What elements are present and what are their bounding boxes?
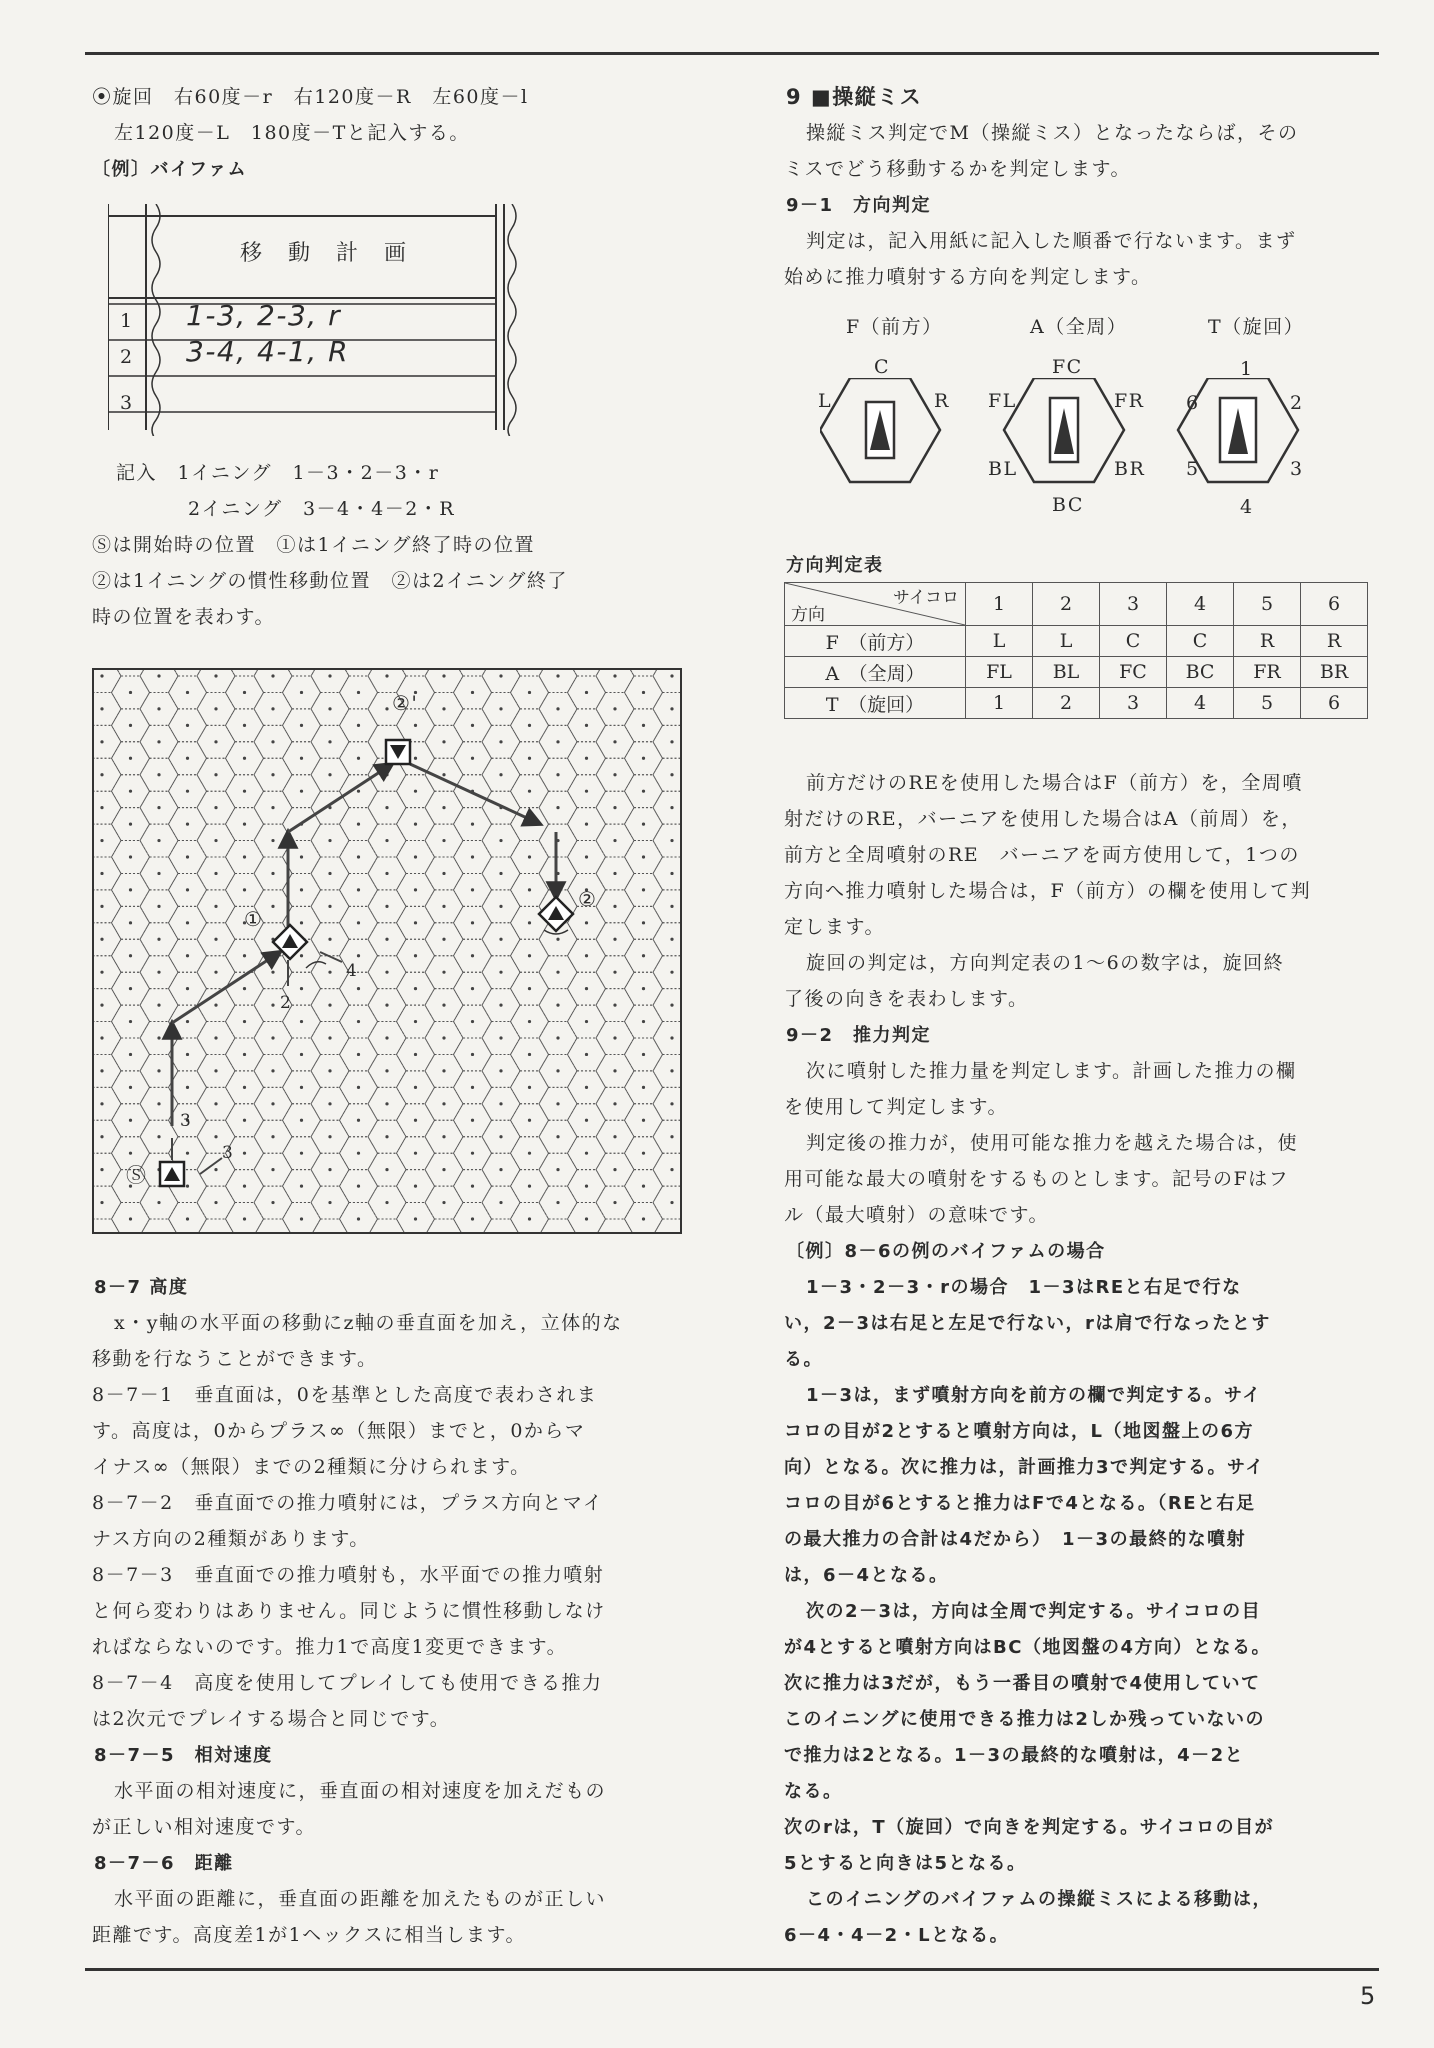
- text-line: 向）となる。次に推力は，計画推力3で判定する。サイ: [784, 1457, 1265, 1478]
- map-label-pos-2: ②: [578, 887, 598, 911]
- text-line: ナス方向の2種類があります。: [92, 1528, 370, 1550]
- hex-a-title: A（全周）: [1030, 316, 1128, 338]
- rotation-line-2: 左120度－L 180度－Tと記入する。: [114, 122, 470, 144]
- text-line: コロの目が6とすると推力はFで4となる。（REと右足: [784, 1493, 1256, 1514]
- text-line: このイニングのバイファムの操縦ミスによる移動は，: [806, 1889, 1273, 1910]
- section-9-2-heading: 9－2 推力判定: [786, 1025, 932, 1046]
- page-number: 5: [1360, 1982, 1376, 2010]
- section-8-7-6-heading: 8－7－6 距離: [94, 1853, 234, 1874]
- map-label-2: 2: [280, 993, 293, 1013]
- table-cell: 4: [1167, 688, 1234, 719]
- text-line: 始めに推力噴射する方向を判定します。: [784, 266, 1152, 288]
- text-line: 8－7－4 高度を使用してプレイしても使用できる推力: [92, 1672, 603, 1694]
- hex-a-bc: BC: [1052, 494, 1084, 516]
- text-line: 水平面の距離に，垂直面の距離を加えたものが正しい: [114, 1888, 607, 1910]
- bottom-rule: [85, 1968, 1379, 1971]
- text-line: ル（最大噴射）の意味です。: [784, 1204, 1049, 1226]
- text-line: い，2－3は右足と左足で行ない，rは肩で行なったとす: [784, 1313, 1271, 1334]
- text-line: 5とすると向きは5となる。: [784, 1853, 1027, 1874]
- text-line: す。高度は，0からプラス∞（無限）までと，0からマ: [92, 1420, 586, 1442]
- text-line: ミスでどう移動するかを判定します。: [784, 158, 1131, 180]
- example-2-heading: 〔例〕8－6の例のバイファムの場合: [786, 1241, 1106, 1262]
- hex-t-title: T（旋回）: [1208, 316, 1305, 338]
- text-line: 次に推力は3だが，もう一番目の噴射で4使用していて: [784, 1673, 1261, 1694]
- table-corner: [785, 583, 966, 626]
- hex-a-fc: FC: [1052, 356, 1083, 378]
- table-cell: BR: [1301, 657, 1368, 688]
- table-cell: L: [1033, 626, 1100, 657]
- legend-line-3: 時の位置を表わす。: [92, 606, 275, 628]
- text-line: が4とすると噴射方向はBC（地図盤の4方向）となる。: [784, 1637, 1271, 1658]
- direction-table: [784, 582, 1368, 719]
- dice-header: 5: [1234, 583, 1301, 626]
- map-label-start: Ⓢ: [126, 1163, 148, 1187]
- table-cell: C: [1100, 626, 1167, 657]
- top-rule: [85, 52, 1379, 55]
- table-cell: 1: [966, 688, 1033, 719]
- text-line: 前方と全周噴射のRE バーニアを両方使用して，1つの: [784, 844, 1300, 866]
- text-line: で推力は2となる。1－3の最終的な噴射は，4－2と: [784, 1745, 1245, 1766]
- text-line: 次に噴射した推力量を判定します。計画した推力の欄: [806, 1060, 1297, 1082]
- table-cell: L: [966, 626, 1033, 657]
- table-cell: FL: [966, 657, 1033, 688]
- text-line: を使用して判定します。: [784, 1096, 1008, 1118]
- text-line: 了後の向きを表わします。: [784, 988, 1029, 1010]
- section-9-heading: 9 ■操縦ミス: [786, 85, 923, 109]
- text-line: なる。: [784, 1781, 843, 1802]
- table-cell: C: [1167, 626, 1234, 657]
- plan-header: 移 動 計 画: [240, 241, 409, 266]
- text-line: の最大推力の合計は4だから） 1－3の最終的な噴射: [784, 1529, 1247, 1550]
- hex-f-l: L: [818, 390, 833, 412]
- table-row: [785, 657, 1368, 688]
- row-label: F （前方）: [785, 626, 966, 657]
- text-line: このイニングに使用できる推力は2しか残っていないの: [784, 1709, 1265, 1730]
- text-line: 用可能な最大の噴射をするものとします。記号のFはフ: [784, 1168, 1290, 1190]
- text-line: 次のrは，T（旋回）で向きを判定する。サイコロの目が: [784, 1817, 1275, 1838]
- text-line: 1－3は，まず噴射方向を前方の欄で判定する。サイ: [806, 1385, 1262, 1406]
- text-line: 判定は，記入用紙に記入した順番で行ないます。まず: [806, 230, 1297, 252]
- text-line: x・y軸の水平面の移動にz軸の垂直面を加え，立体的な: [114, 1312, 623, 1334]
- map-label-4: 4: [346, 961, 359, 981]
- map-label-3b: 3: [222, 1143, 235, 1163]
- table-cell: FR: [1234, 657, 1301, 688]
- text-line: イナス∞（無限）までの2種類に分けられます。: [92, 1456, 531, 1478]
- plan-row-2-value: 3-4, 4-1, R: [186, 335, 350, 368]
- table-cell: BC: [1167, 657, 1234, 688]
- plan-row-1-value: 1-3, 2-3, r: [186, 299, 342, 332]
- text-line: 射だけのRE，バーニアを使用した場合はA（前周）を，: [784, 808, 1302, 830]
- legend-line-2: ②は1イニングの慣性移動位置 ②は2イニング終了: [92, 570, 568, 592]
- table-cell: FC: [1100, 657, 1167, 688]
- dice-header: 1: [966, 583, 1033, 626]
- text-line: は，6－4となる。: [784, 1565, 949, 1586]
- text-line: は2次元でプレイする場合と同じです。: [92, 1708, 451, 1730]
- table-cell: R: [1301, 626, 1368, 657]
- hex-t-2: 2: [1290, 392, 1304, 414]
- direction-table-title: 方向判定表: [786, 555, 884, 576]
- dice-header: 4: [1167, 583, 1234, 626]
- map-label-3a: 3: [180, 1111, 193, 1131]
- hex-t-6: 6: [1186, 392, 1200, 414]
- row-label: T （旋回）: [785, 688, 966, 719]
- text-line: 1－3・2－3・rの場合 1－3はREと右足で行な: [806, 1277, 1242, 1298]
- map-label-pos-2-prime: ②': [392, 691, 419, 715]
- rotation-line-1: ⦿旋回 右60度－r 右120度－R 左60度－l: [92, 86, 529, 108]
- text-line: ればならないのです。推力1で高度1変更できます。: [92, 1636, 568, 1658]
- text-line: が正しい相対速度です。: [92, 1816, 316, 1838]
- hex-a-br: BR: [1114, 458, 1146, 480]
- hex-t-3: 3: [1290, 458, 1304, 480]
- text-line: と何ら変わりはありません。同じように慣性移動しなけ: [92, 1600, 606, 1622]
- text-line: 操縦ミス判定でM（操縦ミス）となったならば，その: [806, 122, 1299, 144]
- hex-a-bl: BL: [988, 458, 1018, 480]
- text-line: コロの目が2とすると噴射方向は，L（地図盤上の6方: [784, 1421, 1255, 1442]
- plan-row-1-number: 1: [120, 310, 134, 332]
- map-label-pos-1: ①: [244, 907, 264, 931]
- text-line: 8－7－1 垂直面は，0を基準とした高度で表わされま: [92, 1384, 598, 1406]
- hex-a-fr: FR: [1114, 390, 1145, 412]
- hex-t-5: 5: [1186, 458, 1200, 480]
- entry-line-2: 2イニング 3－4・4－2・R: [188, 498, 456, 520]
- section-8-7-heading: 8－7 高度: [94, 1277, 189, 1298]
- text-line: 8－7－2 垂直面での推力噴射には，プラス方向とマイ: [92, 1492, 604, 1514]
- table-cell: 3: [1100, 688, 1167, 719]
- section-8-7-5-heading: 8－7－5 相対速度: [94, 1745, 273, 1766]
- text-line: 次の2－3は，方向は全周で判定する。サイコロの目: [806, 1601, 1262, 1622]
- entry-line-1: 記入 1イニング 1－3・2－3・r: [116, 462, 440, 484]
- hex-t-1: 1: [1240, 358, 1254, 380]
- text-line: 8－7－3 垂直面での推力噴射も，水平面での推力噴射: [92, 1564, 605, 1586]
- text-line: 距離です。高度差1が1ヘックスに相当します。: [92, 1924, 526, 1946]
- hex-map: [92, 668, 682, 1234]
- text-line: 判定後の推力が，使用可能な推力を越えた場合は，使: [806, 1132, 1299, 1154]
- table-cell: BL: [1033, 657, 1100, 688]
- table-cell: 6: [1301, 688, 1368, 719]
- table-cell: 5: [1234, 688, 1301, 719]
- dice-header: 2: [1033, 583, 1100, 626]
- plan-row-2-number: 2: [120, 346, 134, 368]
- table-row: [785, 688, 1368, 719]
- dice-header: 3: [1100, 583, 1167, 626]
- corner-dice: サイコロ: [892, 588, 959, 608]
- text-line: 旋回の判定は，方向判定表の1～6の数字は，旋回終: [806, 952, 1285, 974]
- plan-row-3-number: 3: [120, 392, 134, 414]
- text-line: 前方だけのREを使用した場合はF（前方）を，全周噴: [806, 772, 1303, 794]
- text-line: る。: [784, 1349, 823, 1370]
- text-line: 移動を行なうことができます。: [92, 1348, 378, 1370]
- text-line: 定します。: [784, 916, 885, 938]
- table-cell: 2: [1033, 688, 1100, 719]
- dice-header: 6: [1301, 583, 1368, 626]
- table-row: [785, 626, 1368, 657]
- section-9-1-heading: 9－1 方向判定: [786, 195, 932, 216]
- hex-f-r: R: [934, 390, 950, 412]
- text-line: 方向へ推力噴射した場合は，F（前方）の欄を使用して判: [784, 880, 1312, 902]
- text-line: 水平面の相対速度に，垂直面の相対速度を加えだもの: [114, 1780, 607, 1802]
- legend-line-1: Ⓢは開始時の位置 ①は1イニング終了時の位置: [92, 534, 535, 556]
- hex-f-title: F（前方）: [846, 316, 943, 338]
- hex-a-fl: FL: [988, 390, 1017, 412]
- text-line: 6－4・4－2・Lとなる。: [784, 1925, 1010, 1946]
- table-cell: R: [1234, 626, 1301, 657]
- hex-t-4: 4: [1240, 496, 1254, 518]
- corner-direction: 方向: [791, 605, 825, 625]
- hex-f-c: C: [874, 356, 891, 378]
- example-heading: 〔例〕バイファム: [92, 159, 248, 180]
- row-label: A （全周）: [785, 657, 966, 688]
